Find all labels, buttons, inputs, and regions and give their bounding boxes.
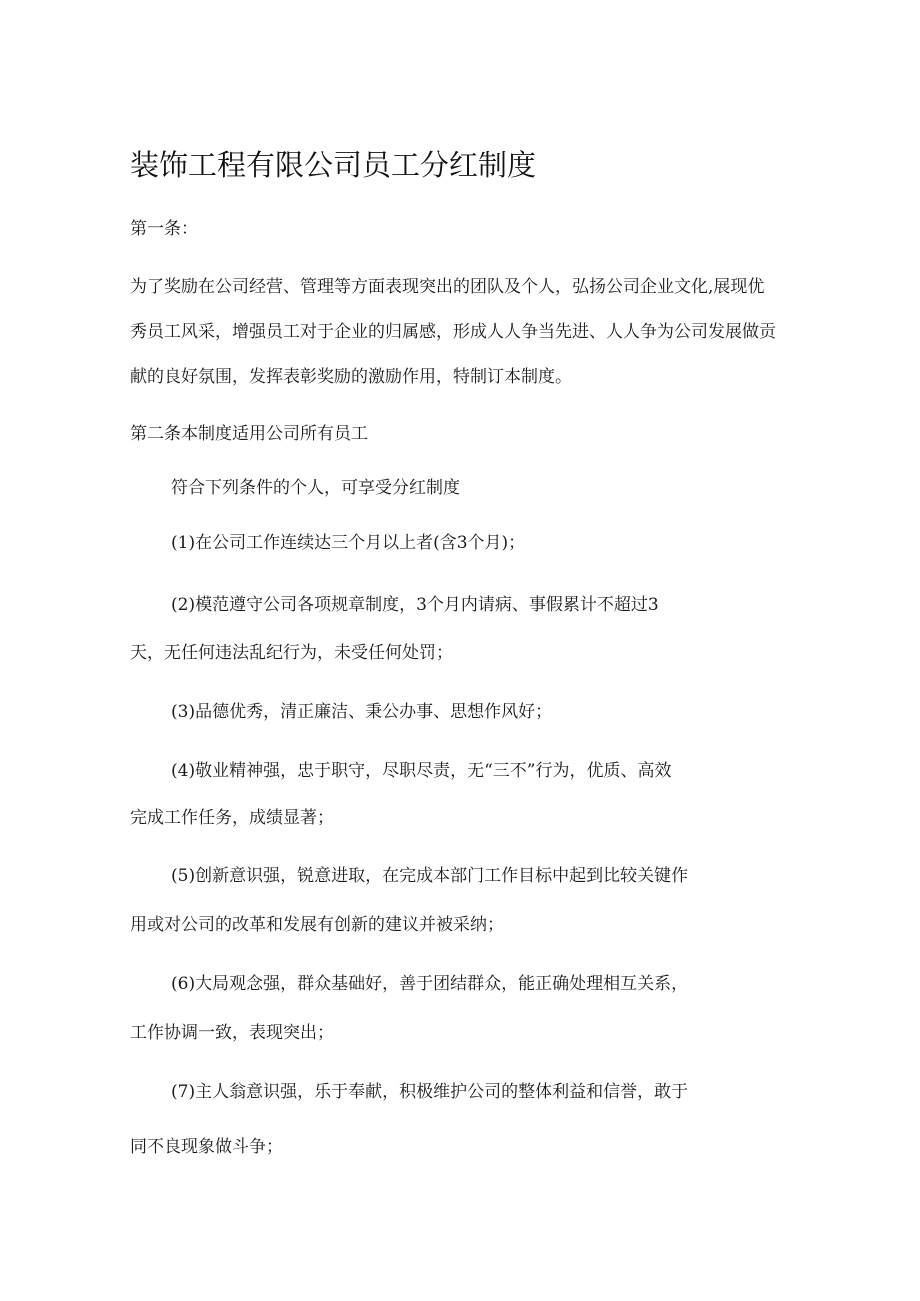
article-1-paragraph-line: 献的良好氛围，发挥表彰奖励的激励作用，特制订本制度。 [130, 367, 572, 387]
condition-4-continuation: 完成工作任务，成绩显著； [130, 808, 334, 828]
condition-5: (5)创新意识强，锐意进取，在完成本部门工作目标中起到比较关键作 [171, 866, 689, 886]
condition-7-continuation: 同不良现象做斗争； [130, 1137, 283, 1157]
condition-6: (6)大局观念强，群众基础好，善于团结群众，能正确处理相互关系， [171, 974, 689, 994]
condition-3: (3)品德优秀，清正廉洁、秉公办事、思想作风好； [171, 702, 553, 722]
condition-7: (7)主人翁意识强，乐于奉献，积极维护公司的整体利益和信誉，敢于 [171, 1082, 689, 1102]
conditions-intro: 符合下列条件的个人，可享受分红制度 [171, 478, 460, 498]
condition-1: (1)在公司工作连续达三个月以上者(含3个月)； [171, 533, 526, 553]
condition-6-continuation: 工作协调一致，表现突出； [130, 1023, 334, 1043]
condition-2: (2)模范遵守公司各项规章制度，3个月内请病、事假累计不超过3 [171, 595, 659, 615]
article-1-paragraph-line: 秀员工风采，增强员工对于企业的归属感，形成人人争当先进、人人争为公司发展做贡 [130, 322, 776, 342]
condition-4: (4)敬业精神强，忠于职守，尽职尽责，无“三不”行为，优质、高效 [171, 761, 672, 781]
condition-2-continuation: 天，无任何违法乱纪行为，未受任何处罚； [130, 643, 453, 663]
condition-5-continuation: 用或对公司的改革和发展有创新的建议并被采纳； [130, 915, 504, 935]
document-title: 装饰工程有限公司员工分红制度 [130, 148, 537, 182]
article-2-heading: 第二条本制度适用公司所有员工 [130, 424, 368, 444]
article-1-paragraph-line: 为了奖励在公司经营、管理等方面表现突出的团队及个人，弘扬公司企业文化,展现优 [130, 277, 765, 297]
article-1-heading: 第一条： [130, 219, 198, 239]
